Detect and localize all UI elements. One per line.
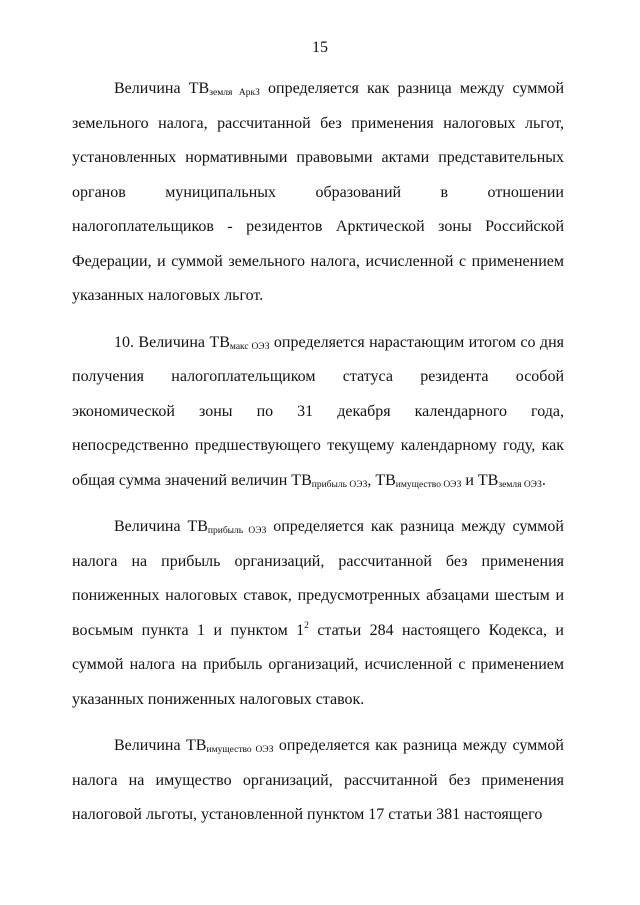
superscript: 2 (304, 620, 309, 631)
text-run: определяется нарастающим итогом со дня получения налогоплательщиком статуса резидента особой экономической зоны по 31 декабря календарного года, непосредственно предшествующего текущему календарному году, как общая сумма значений величин ТВ (72, 333, 564, 489)
text-run: статьи 284 настоящего Кодекса, и суммой налога на прибыль организаций, исчисленной с применением указанных пониженных налоговых ставок. (72, 621, 564, 708)
page-number: 15 (312, 39, 328, 56)
subscript: имущество ОЭЗ (395, 479, 462, 490)
text-run: определяется как разница между суммой налога на имущество организаций, рассчитанной без применения налоговой льготы, установленной пунктом 17 статьи 381 настоящего (72, 737, 564, 823)
text-run: и ТВ (461, 471, 499, 489)
subscript: прибыль ОЭЗ (207, 526, 267, 536)
text-run: Величина ТВ (114, 518, 208, 535)
subscript: макс ОЭЗ (229, 341, 270, 352)
paragraph-tv-land-arctic (72, 72, 564, 314)
text-run: . (541, 471, 546, 489)
text-run: 10. Величина ТВ (114, 333, 230, 351)
subscript: имущество ОЭЗ (206, 745, 274, 755)
text-run: , ТВ (367, 471, 396, 489)
text-run: Величина ТВ (114, 737, 207, 754)
paragraph-tv-profit-sez (72, 510, 564, 717)
text-run: Величина ТВ (114, 80, 210, 97)
text-run: определяется как разница между суммой налога на прибыль организаций, рассчитанной без применения пониженных налоговых ставок, предусмотренных абзацами шестым и восьмым пункта 1 и пунктом 1 (72, 518, 564, 639)
text-run: определяется как разница между суммой земельного налога, рассчитанной без применения налоговых льгот, установленных нормативными правовыми актами представительных органов муниципальных образований в отношении налогоплательщиков - резидентов Арктической зоны Российской Федерации, и суммой земельного налога, исчисленной с применением указанных налоговых льгот. (72, 80, 565, 304)
subscript: прибыль ОЭЗ (311, 479, 368, 490)
subscript: земля АркЗ (209, 88, 260, 98)
paragraph-item-10-tv-max-sez (72, 326, 564, 499)
paragraph-tv-property-sez (72, 729, 564, 833)
document-body (72, 72, 564, 845)
subscript: земля ОЭЗ (498, 479, 542, 490)
